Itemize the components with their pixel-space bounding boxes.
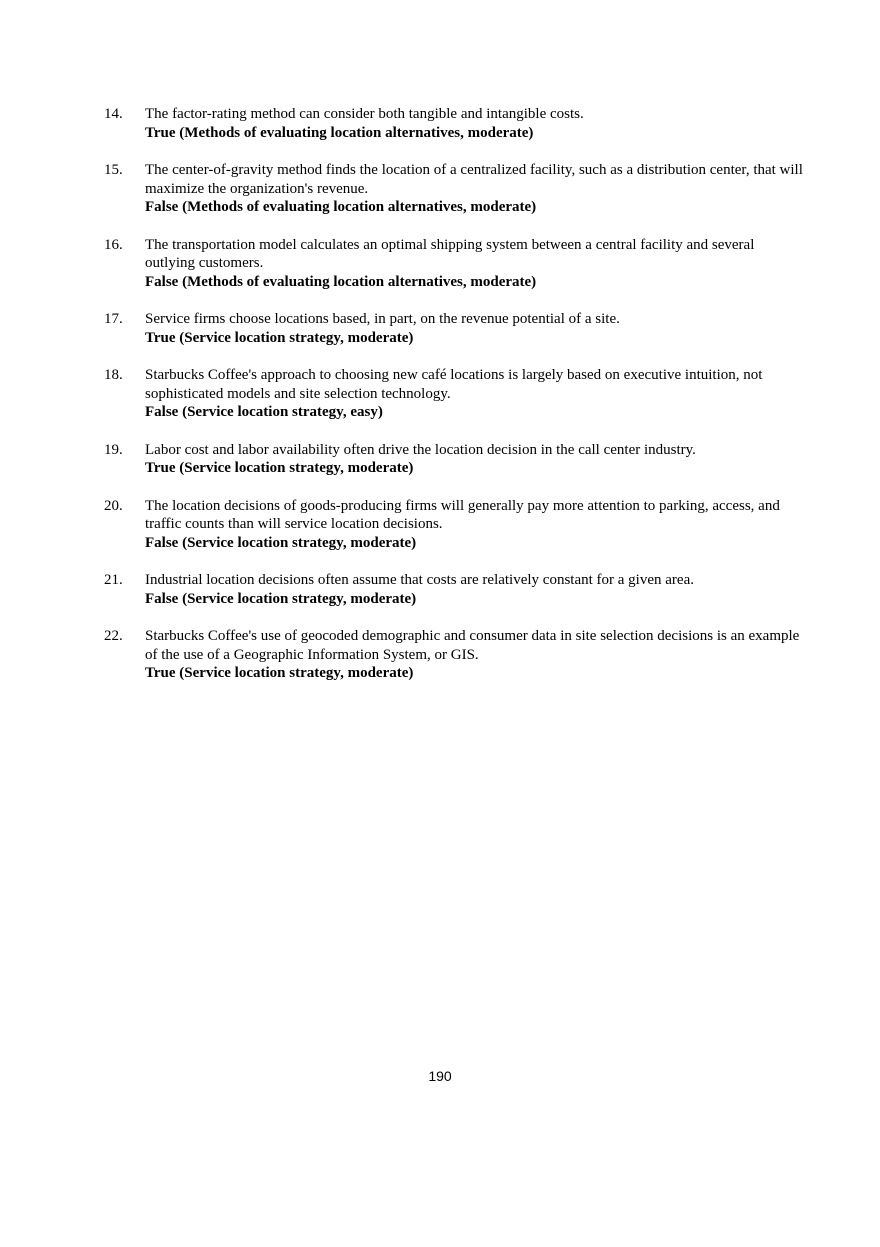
question-text: The center-of-gravity method finds the location of a centralized facility, such as a distribution center, that will maximize the organization's revenue. (145, 162, 803, 197)
question-item (104, 627, 804, 683)
question-answer: True (Service location strategy, moderate) (145, 329, 414, 346)
question-number: 17. (104, 311, 123, 327)
question-number: 18. (104, 367, 123, 383)
question-number: 21. (104, 572, 123, 588)
question-answer: True (Service location strategy, moderate) (145, 460, 414, 476)
question-item (104, 571, 804, 608)
question-list (104, 105, 804, 702)
question-item (104, 497, 804, 553)
question-text: Service firms choose locations based, in part, on the revenue potential of a site. (145, 311, 620, 327)
question-answer: False (Service location strategy, easy) (145, 404, 383, 420)
question-answer: False (Methods of evaluating location alternatives, moderate) (145, 273, 537, 290)
question-answer: False (Service location strategy, moderate) (145, 534, 417, 551)
question-number: 19. (104, 441, 123, 458)
question-item (104, 161, 804, 217)
question-number: 16. (104, 236, 123, 253)
question-number: 22. (104, 628, 123, 644)
question-answer: True (Service location strategy, moderate) (145, 665, 414, 681)
question-answer: False (Methods of evaluating location alternatives, moderate) (145, 199, 537, 215)
question-answer: False (Service location strategy, moderate) (145, 590, 417, 607)
question-text: The location decisions of goods-producing firms will generally pay more attention to parking, access, and traffic counts than will service location decisions. (145, 497, 780, 532)
question-text: The transportation model calculates an optimal shipping system between a central facility and several outlying customers. (145, 236, 755, 271)
question-item (104, 236, 804, 292)
question-item (104, 310, 804, 347)
question-item (104, 366, 804, 422)
question-item (104, 441, 804, 478)
question-text: Industrial location decisions often assume that costs are relatively constant for a given area. (145, 572, 694, 588)
question-number: 20. (104, 497, 123, 514)
question-number: 14. (104, 106, 123, 122)
question-item (104, 105, 804, 142)
question-text: Starbucks Coffee's use of geocoded demographic and consumer data in site selection decisions is an example of the use of a Geographic Information System, or GIS. (145, 628, 800, 663)
page-number: 190 (428, 1068, 452, 1084)
question-number: 15. (104, 162, 123, 178)
question-text: Labor cost and labor availability often drive the location decision in the call center industry. (145, 441, 696, 458)
question-text: The factor-rating method can consider both tangible and intangible costs. (145, 106, 584, 122)
question-text: Starbucks Coffee's approach to choosing new café locations is largely based on executive intuition, not sophisticated models and site selection technology. (145, 367, 763, 402)
question-answer: True (Methods of evaluating location alternatives, moderate) (145, 124, 534, 141)
